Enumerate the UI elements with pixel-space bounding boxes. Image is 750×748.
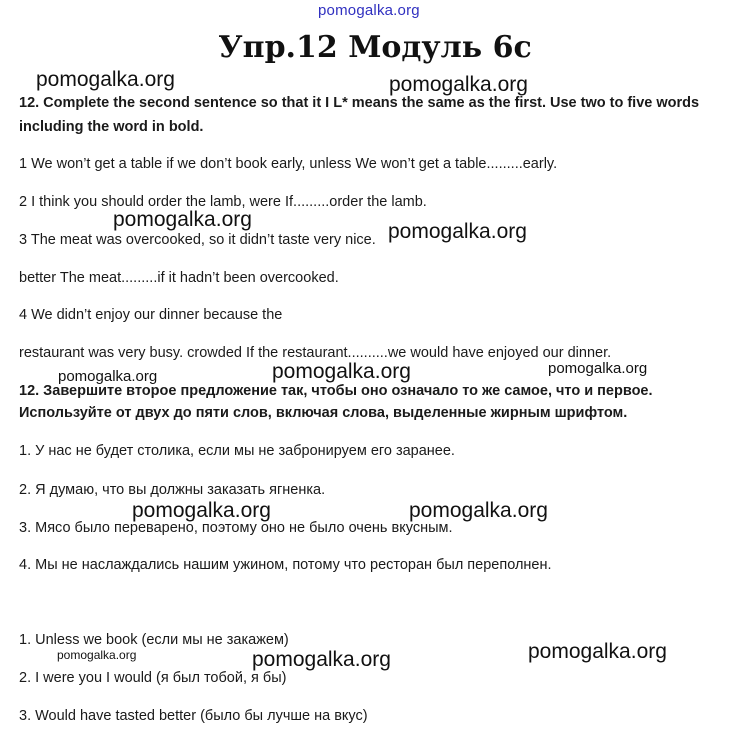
watermark: pomogalka.org bbox=[548, 360, 648, 377]
russian-item: 4. Мы не наслаждались нашим ужином, потому что ресторан был переполнен. bbox=[19, 557, 552, 573]
english-item: 3 The meat was overcooked, so it didn’t taste very nice. bbox=[19, 232, 376, 248]
russian-item: 1. У нас не будет столика, если мы не забронируем его заранее. bbox=[19, 443, 455, 459]
english-item: 1 We won’t get a table if we don’t book early, unless We won’t get a table.........early. bbox=[19, 156, 558, 172]
russian-instruction: Используйте от двух до пяти слов, включая слова, выделенные жирным шрифтом. bbox=[19, 405, 628, 421]
russian-item: 2. Я думаю, что вы должны заказать ягненка. bbox=[19, 482, 326, 498]
english-item: 4 We didn’t enjoy our dinner because the bbox=[19, 307, 283, 323]
watermark: pomogalka.org bbox=[252, 648, 391, 671]
watermark: pomogalka.org bbox=[36, 68, 175, 91]
top-site-link[interactable]: pomogalka.org bbox=[318, 2, 420, 19]
watermark: pomogalka.org bbox=[272, 360, 411, 383]
watermark: pomogalka.org bbox=[528, 640, 667, 663]
watermark: pomogalka.org bbox=[388, 220, 527, 243]
english-item: better The meat.........if it hadn’t been overcooked. bbox=[19, 270, 339, 286]
answer-item: 2. I were you I would (я был тобой, я бы) bbox=[19, 670, 287, 686]
watermark: pomogalka.org bbox=[57, 648, 137, 662]
answer-item: 3. Would have tasted better (было бы лучше на вкус) bbox=[19, 708, 368, 724]
watermark: pomogalka.org bbox=[389, 73, 528, 96]
answer-item: 1. Unless we book (если мы не закажем) bbox=[19, 632, 289, 648]
watermark: pomogalka.org bbox=[58, 368, 158, 385]
english-instruction: 12. Complete the second sentence so that it I L* means the same as the first. Use two to five words bbox=[19, 95, 700, 111]
watermark: pomogalka.org bbox=[132, 499, 271, 522]
page-title: Упр.12 Модуль 6с bbox=[218, 30, 532, 65]
english-item: restaurant was very busy. crowded If the restaurant..........we would have enjoyed our dinner. bbox=[19, 345, 612, 361]
english-item: 2 I think you should order the lamb, were If.........order the lamb. bbox=[19, 194, 427, 210]
watermark: pomogalka.org bbox=[113, 208, 252, 231]
russian-instruction: 12. Завершите второе предложение так, чтобы оно означало то же самое, что и первое. bbox=[19, 383, 653, 399]
english-instruction: including the word in bold. bbox=[19, 119, 204, 135]
russian-item: 3. Мясо было переварено, поэтому оно не было очень вкусным. bbox=[19, 520, 453, 536]
watermark: pomogalka.org bbox=[409, 499, 548, 522]
